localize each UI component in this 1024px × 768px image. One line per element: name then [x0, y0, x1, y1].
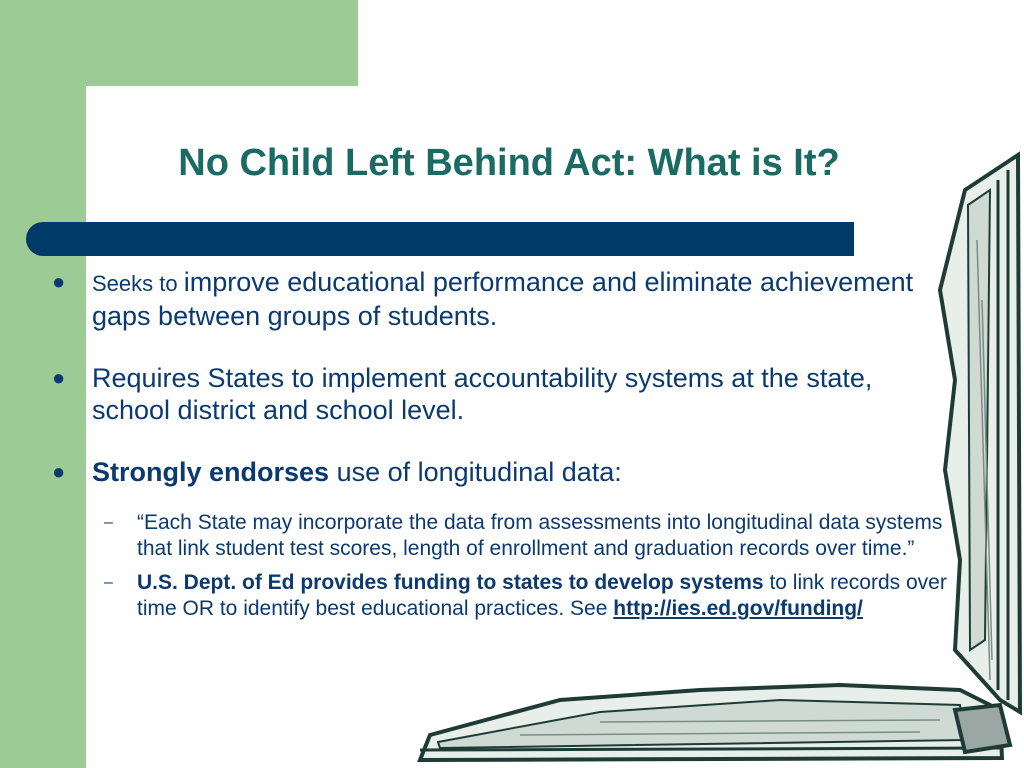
bullet-1-text: improve educational performance and eliminate achievement gaps between groups of students. — [92, 267, 914, 331]
subbullet-2-bold: U.S. Dept. of Ed provides funding to states to develop systems — [137, 571, 764, 594]
bullet-1-prefix: Seeks to — [92, 271, 184, 296]
bullet-3-bold: Strongly endorses — [92, 457, 330, 487]
dash-icon: – — [104, 514, 113, 531]
bullet-list — [52, 266, 952, 622]
bullet-3-text: use of longitudinal data: — [329, 457, 622, 487]
bullet-dot-icon: ● — [52, 365, 66, 390]
bullet-dot-icon: ● — [52, 459, 66, 484]
bullet-item-1 — [52, 266, 952, 332]
subbullet-1-text: “Each State may incorporate the data from assessments into longitudinal data systems that link student test scores, length of enrollment and graduation records over time.” — [137, 511, 943, 560]
bullet-dot-icon: ● — [52, 269, 66, 294]
bullet-2-text: Requires States to implement accountability systems at the state, school district and school level. — [92, 363, 873, 425]
subbullet-2-text: to link records over time OR to identify best educational practices. See — [137, 571, 947, 620]
slide-title: No Child Left Behind Act: What is It? — [178, 142, 840, 184]
bullet-item-3 — [52, 456, 952, 488]
funding-link[interactable]: http://ies.ed.gov/funding/ — [613, 597, 863, 620]
dash-icon: – — [104, 574, 113, 591]
bullet-item-2 — [52, 362, 952, 426]
subbullet-item-1 — [52, 510, 952, 562]
subbullet-item-2 — [52, 570, 952, 622]
